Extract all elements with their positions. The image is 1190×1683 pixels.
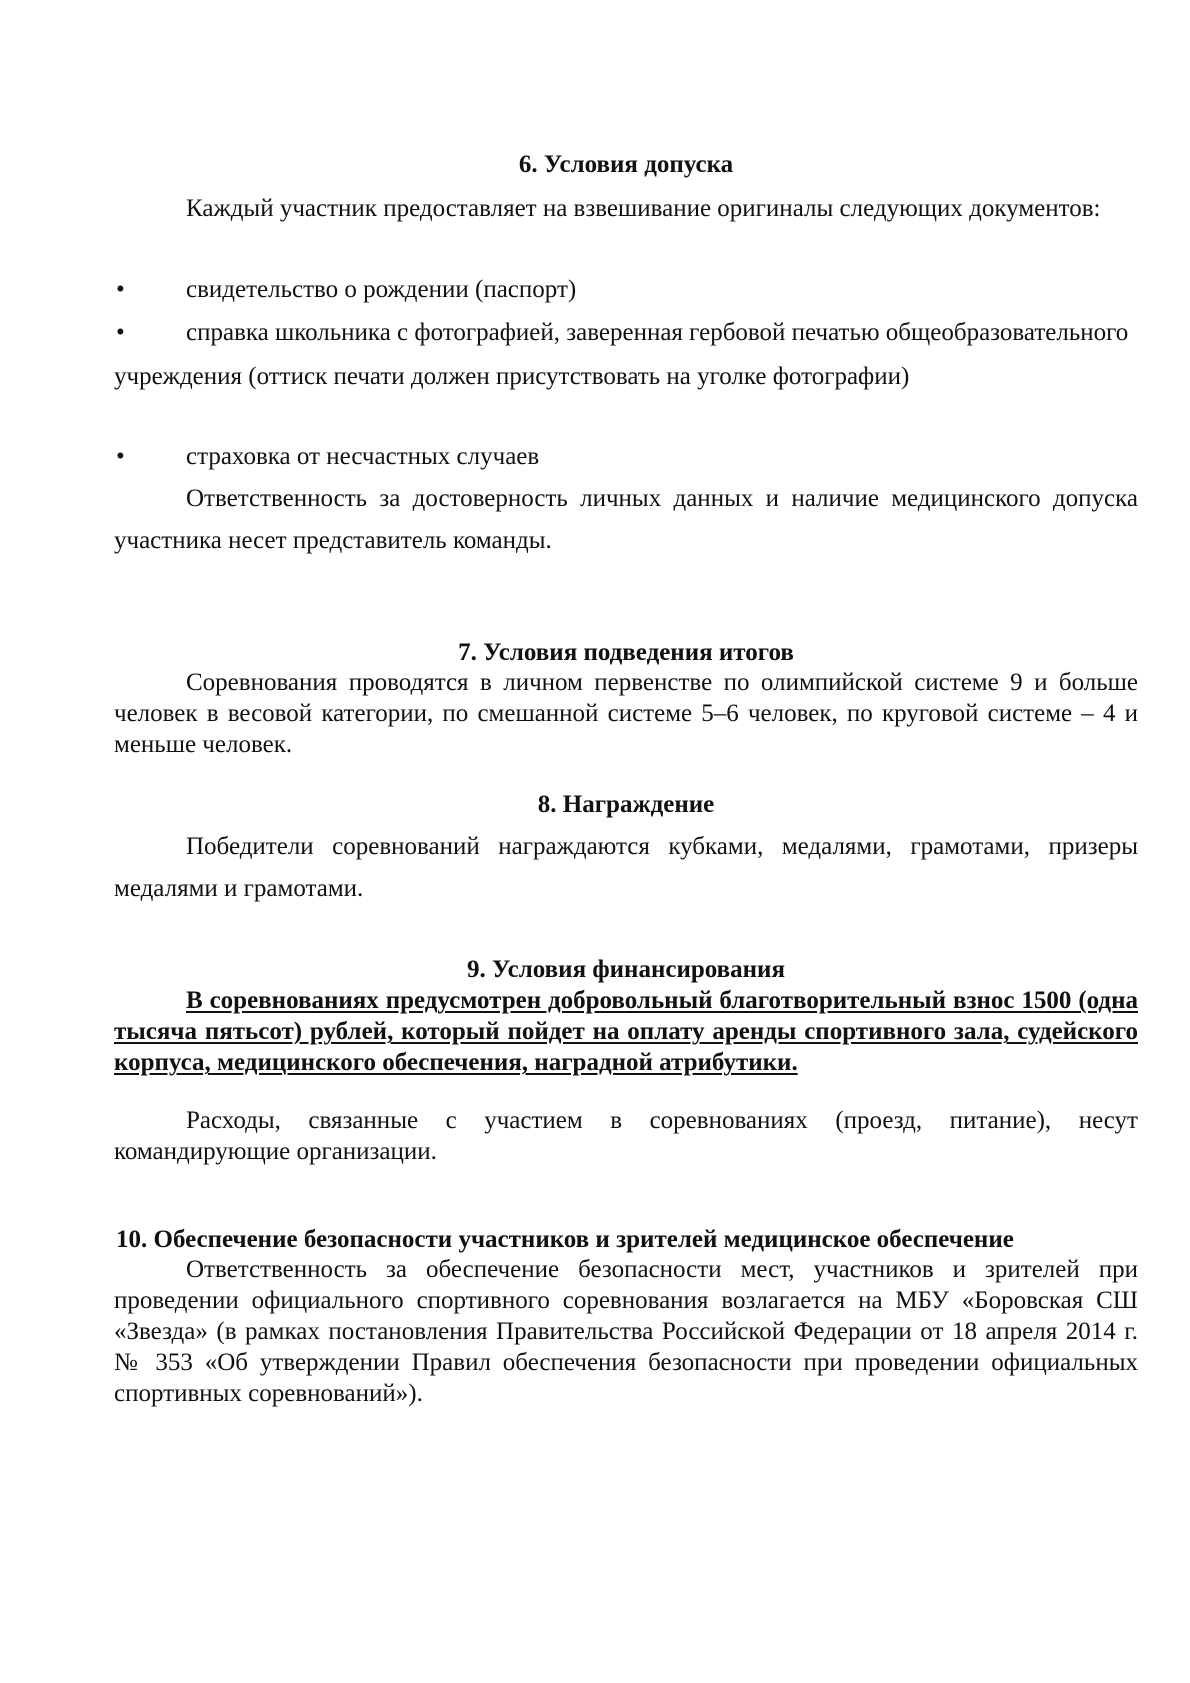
section-6-title: 6. Условия допуска	[518, 151, 734, 178]
bullet-text: свидетельство о рождении (паспорт)	[186, 276, 577, 303]
section-7-text: Соревнования проводятся в личном первенстве по олимпийской системе 9 и больше человек в весовой категории, по смешанной системе 5–6 человек, по круговой системе – 4 и меньше человек.	[114, 669, 1138, 758]
bullet-icon: •	[116, 443, 125, 470]
section-6-intro: Каждый участник предоставляет на взвешивание оригиналы следующих документов:	[186, 195, 1101, 222]
section-9-fee-text: В соревнованиях предусмотрен добровольный благотворительный взнос 1500 (одна тысяча пятьсот) рублей, который пойдет на оплату аренды спортивного зала, судейского корпуса, медицинского обеспечения, наградной атрибутики.	[114, 987, 1138, 1076]
section-8-title: 8. Награждение	[537, 791, 715, 818]
bullet-text: страховка от несчастных случаев	[186, 443, 540, 470]
section-6-responsibility: Ответственность за достоверность личных данных и наличие медицинского допуска участника несет представитель команды.	[114, 485, 1138, 554]
bullet-item-birth-certificate	[114, 268, 1138, 312]
section-7-title: 7. Условия подведения итогов	[458, 639, 794, 666]
section-9-expenses-text: Расходы, связанные с участием в соревнованиях (проезд, питание), несут командирующие организации.	[114, 1107, 1138, 1165]
section-10-title: 10. Обеспечение безопасности участников и зрителей медицинское обеспечение	[116, 1226, 1014, 1253]
bullet-item-school-certificate	[114, 311, 1138, 399]
section-9-title: 9. Условия финансирования	[467, 956, 785, 983]
bullet-icon: •	[116, 319, 125, 346]
bullet-icon: •	[116, 276, 125, 303]
bullet-item-insurance	[114, 435, 1138, 479]
section-8-text: Победители соревнований награждаются кубками, медалями, грамотами, призеры медалями и грамотами.	[114, 833, 1138, 902]
bullet-text: справка школьника с фотографией, заверенная гербовой печатью общеобразовательного учреждения (оттиск печати должен присутствовать на уголке фотографии)	[114, 319, 1129, 390]
section-10-text: Ответственность за обеспечение безопасности мест, участников и зрителей при проведении официального спортивного соревнования возлагается на МБУ «Боровская СШ «Звезда» (в рамках постановления Правительства Российской Федерации от 18 апреля 2014 г. № 353 «Об утверждении Правил обеспечения безопасности при проведении официальных спортивных соревнований»).	[114, 1256, 1138, 1407]
